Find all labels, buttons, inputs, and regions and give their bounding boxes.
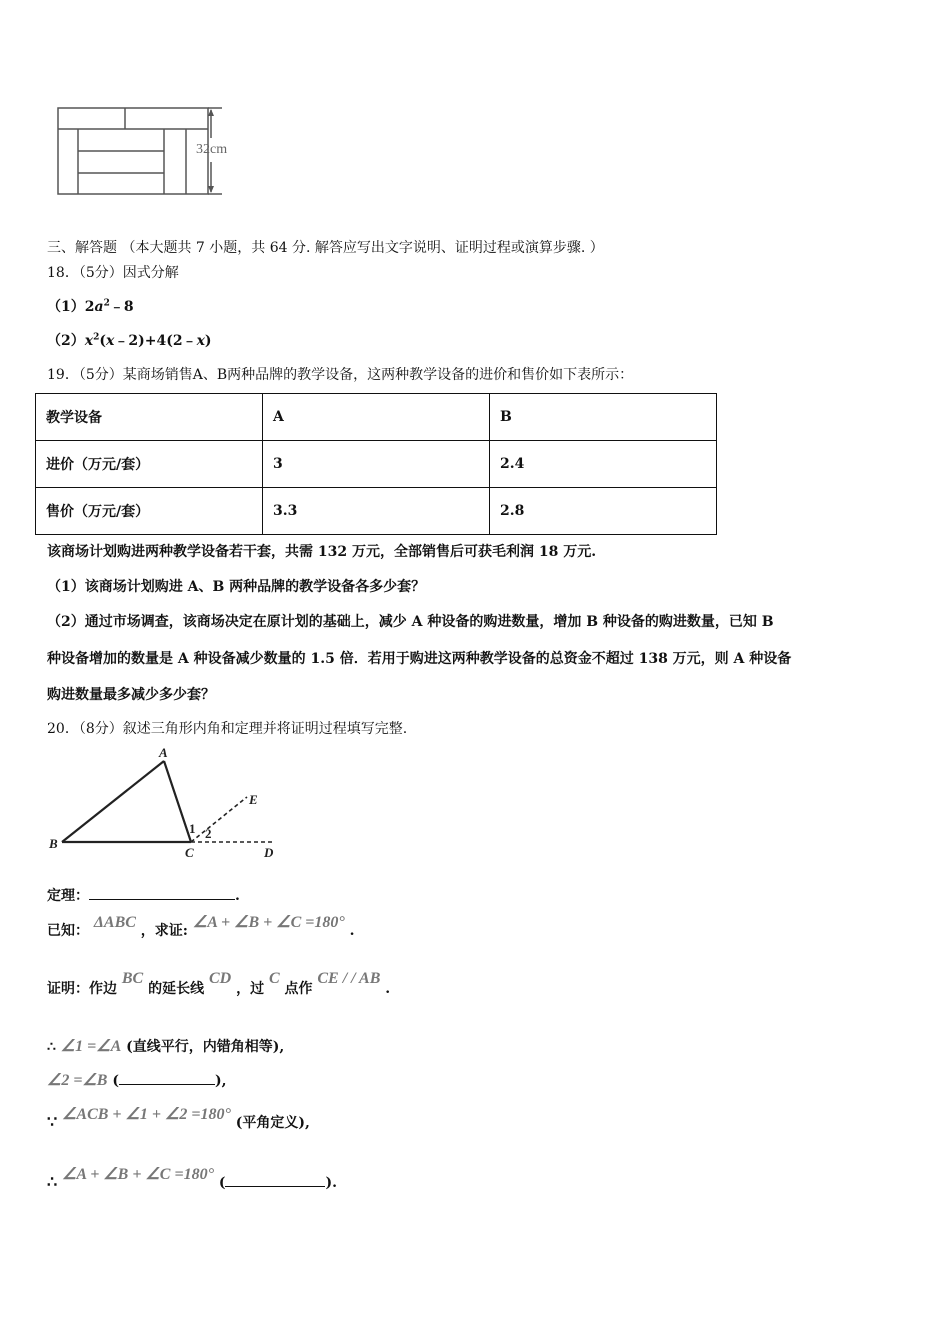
angle-1-label: 1 <box>189 821 196 836</box>
answer-blank[interactable] <box>119 1070 215 1085</box>
table-row <box>36 394 717 441</box>
q18-part1: $(1)2a^2﹣8$ <box>47 298 134 315</box>
known-line: 已知： ΔABC ，求证: ∠A + ∠B + ∠C =180° . <box>47 914 355 939</box>
proof-step2: ∠2 =∠B ( ), <box>47 1072 227 1089</box>
table-cell: A <box>263 394 490 441</box>
answer-blank[interactable] <box>225 1172 325 1187</box>
triangle-figure <box>45 745 285 865</box>
q18-heading: 18．（5分）因式分解 <box>47 265 179 281</box>
section3-header: 三、解答题 （本大题共 7 小题，共 64 分. 解答应写出文字说明、证明过程或演算步骤. ） <box>47 240 604 256</box>
rectangles-figure <box>50 100 250 205</box>
theorem-line: 定理： . <box>47 885 240 905</box>
table-cell: 教学设备 <box>36 394 263 441</box>
q19-heading: 19．（5分）某商场销售A、B两种品牌的教学设备，这两种教学设备的进价和售价如下表所示： <box>47 367 634 383</box>
point-c-label: C <box>185 845 194 860</box>
equipment-price-table <box>35 393 717 535</box>
point-b-label: B <box>49 836 58 851</box>
q18-part2: $(2)x^2(x﹣2)+4(2﹣x)$ <box>47 332 212 349</box>
q19-sub1: （1）该商场计划购进 A、B 两种品牌的教学设备各多少套？ <box>47 579 426 595</box>
proof-step4: ∴ ∠A + ∠B + ∠C =180° ( ). <box>47 1166 337 1191</box>
q19-sub2-line1: （2）通过市场调查，该商场决定在原计划的基础上，减少 A 种设备的购进数量，增加 B 种设备的购进数量，已知 B <box>47 614 774 630</box>
table-cell: 售价（万元/套） <box>36 488 263 535</box>
table-row <box>36 441 717 488</box>
point-a-label: A <box>159 745 168 760</box>
table-cell: 3 <box>263 441 490 488</box>
table-cell: 2.8 <box>490 488 717 535</box>
table-cell: 进价（万元/套） <box>36 441 263 488</box>
proof-step1: ∴ ∠1 =∠A (直线平行，内错角相等), <box>47 1038 285 1055</box>
angle-2-label: 2 <box>205 826 212 841</box>
q20-heading: 20．（8分）叙述三角形内角和定理并将证明过程填写完整. <box>47 721 408 737</box>
point-d-label: D <box>264 845 274 860</box>
table-cell: B <box>490 394 717 441</box>
proof-step3: ∵ ∠ACB + ∠1 + ∠2 =180° (平角定义), <box>47 1106 310 1131</box>
table-cell: 2.4 <box>490 441 717 488</box>
q19-sub2-line3: 购进数量最多减少多少套？ <box>47 687 215 703</box>
dimension-label: 32cm <box>196 142 228 157</box>
table-row <box>36 488 717 535</box>
q19-sub2-line2: 种设备增加的数量是 A 种设备减少数量的 1.5 倍．若用于购进这两种教学设备的总资金不超过 138 万元，则 A 种设备 <box>47 651 792 667</box>
point-e-label: E <box>249 792 258 807</box>
q19-text: 该商场计划购进两种教学设备若干套，共需 132 万元，全部销售后可获毛利润 18 万元. <box>47 544 597 560</box>
proof-setup: 证明：作边 BC 的延长线 CD ，过 C 点作 CE / / AB . <box>47 970 391 997</box>
table-cell: 3.3 <box>263 488 490 535</box>
